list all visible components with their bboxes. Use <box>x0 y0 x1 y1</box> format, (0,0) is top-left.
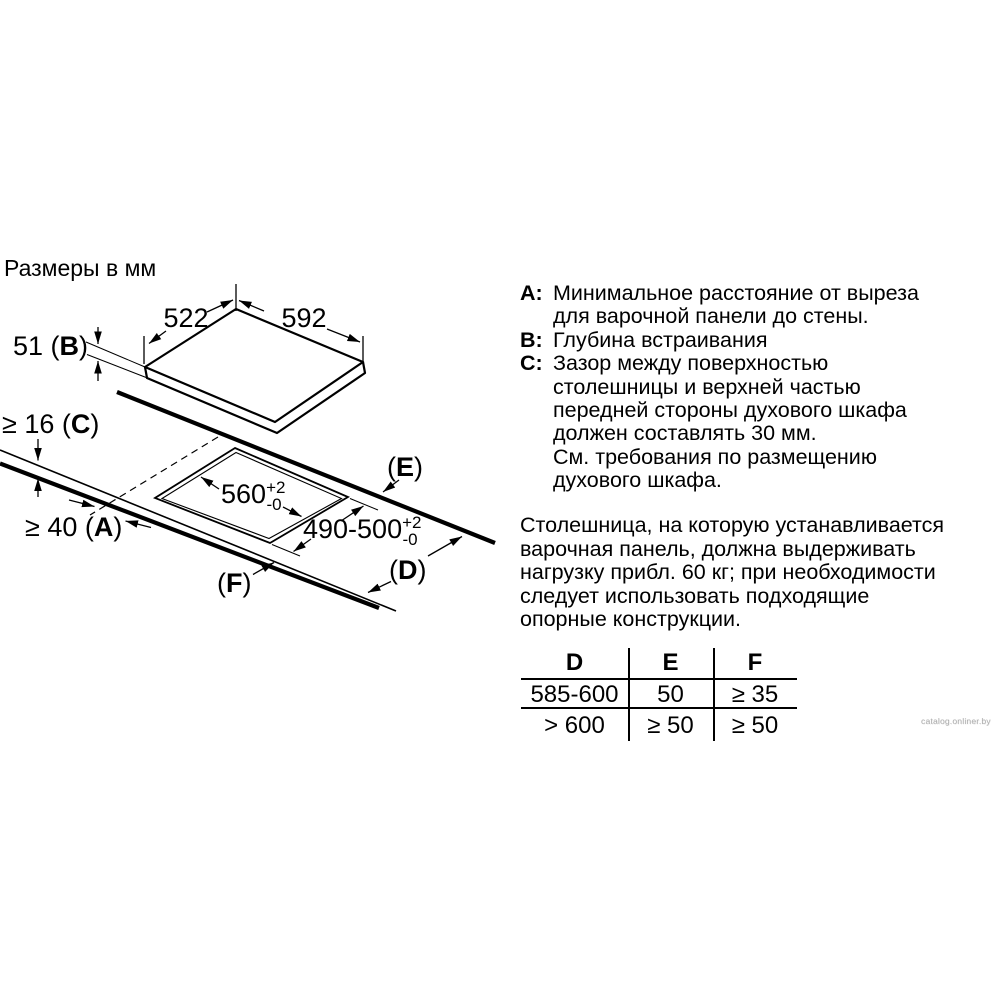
legend-line: Минимальное расстояние от выреза <box>553 281 919 305</box>
page-title: Размеры в мм <box>4 255 157 281</box>
table-header-e: E <box>662 649 679 676</box>
legend-item-a <box>520 282 990 329</box>
legend-line: Зазор между поверхностью <box>553 351 829 376</box>
dim-522-arrow-a <box>207 300 233 312</box>
table-header-f: F <box>747 649 763 676</box>
callout-f-label: (F) <box>217 568 252 598</box>
dim-592-label: 592 <box>281 303 327 333</box>
table-cell: ≥ 35 <box>731 681 779 708</box>
dim-490-500-label: $490-500^{+2}$ -0 <box>303 513 422 549</box>
table-cell: 50 <box>657 681 684 708</box>
legend-line: См. требования по размещению <box>553 444 877 469</box>
note-line: опорные конструкции. <box>520 607 742 631</box>
legend-key-a: A: <box>520 281 543 305</box>
note-line: варочная панель, должна выдерживать <box>520 536 916 561</box>
table-cell: 585-600 <box>530 681 619 708</box>
load-note <box>520 514 998 632</box>
dim-b-extension-bottom <box>87 355 150 380</box>
dim-a-arrow-right <box>69 500 95 507</box>
dim-560-label: $560^{+2}$ -0 <box>221 478 286 514</box>
installation-diagram <box>0 250 510 625</box>
legend-line: духового шкафа. <box>553 468 722 493</box>
table-cell: ≥ 50 <box>731 712 779 739</box>
table-row-divider <box>521 678 797 680</box>
dim-c-label: ≥ 16 (C) <box>2 409 100 439</box>
dim-b-extension-top <box>86 342 145 367</box>
watermark: catalog.onliner.by <box>921 716 991 726</box>
note-line: следует использовать подходящие <box>520 583 870 608</box>
table-header-d: D <box>565 649 584 676</box>
dim-490-extension-a <box>350 499 378 511</box>
dim-522-label: 522 <box>163 303 209 333</box>
legend-line: столешницы и верхней частью <box>553 374 861 399</box>
table-cell: ≥ 50 <box>647 712 694 739</box>
legend-line: должен составлять 30 мм. <box>553 421 817 446</box>
legend <box>520 282 990 493</box>
callout-d-arrow-down <box>368 582 391 593</box>
def-table <box>521 645 797 742</box>
dim-592-arrow-a <box>239 301 264 312</box>
callout-d-label: (D) <box>389 555 427 585</box>
legend-key-b: B: <box>520 327 543 352</box>
legend-item-c <box>520 352 990 492</box>
legend-line: для варочной панели до стены. <box>553 304 869 329</box>
table-cell: > 600 <box>544 712 605 739</box>
legend-line: Глубина встраивания <box>553 327 768 352</box>
legend-key-c: C: <box>520 351 543 376</box>
dim-a-arrow-left <box>126 521 152 528</box>
note-line: нагрузку прибл. 60 кг; при необходимости <box>520 560 936 584</box>
note-line: Столешница, на которую устанавливается <box>520 513 945 537</box>
dim-a-label: ≥ 40 (A) <box>25 512 123 542</box>
dim-b-label: 51 (B) <box>12 331 88 361</box>
callout-d-arrow-up <box>428 537 462 557</box>
dim-592-arrow-b <box>327 329 360 342</box>
callout-e-label: (E) <box>387 452 424 482</box>
legend-item-b <box>520 329 990 352</box>
legend-line: передней стороны духового шкафа <box>553 398 907 423</box>
